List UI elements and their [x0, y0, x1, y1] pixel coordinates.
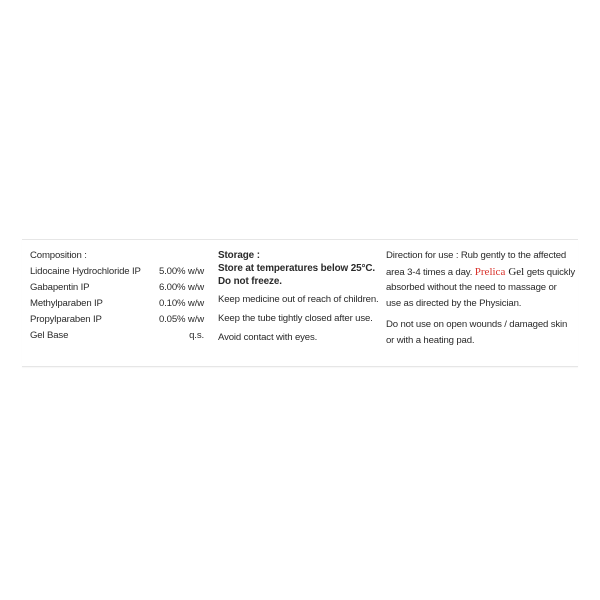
ingredient-name: Gabapentin IP [30, 282, 90, 293]
warning-line: or with a heating pad. [386, 335, 475, 346]
storage-note: Avoid contact with eyes. [218, 332, 318, 343]
direction-line-brand [386, 266, 575, 279]
warning-line: Do not use on open wounds / damaged skin [386, 319, 568, 330]
ingredient-amount: 0.10% w/w [158, 298, 204, 309]
ingredient-amount: 5.00% w/w [158, 266, 204, 277]
direction-line: Direction for use : Rub gently to the affected [386, 250, 567, 261]
ingredient-name: Lidocaine Hydrochloride IP [30, 266, 141, 277]
ingredient-amount: q.s. [189, 330, 204, 341]
ingredient-amount: 0.05% w/w [158, 314, 204, 325]
storage-note: Keep medicine out of reach of children. [218, 294, 379, 305]
storage-temperature: Store at temperatures below 25°C. [218, 263, 376, 274]
ingredient-amount: 6.00% w/w [158, 282, 204, 293]
direction-text: gets quickly [526, 267, 576, 278]
direction-text: area 3-4 times a day. [386, 267, 473, 278]
ingredient-name: Gel Base [30, 330, 69, 341]
storage-note: Keep the tube tightly closed after use. [218, 313, 373, 324]
brand-name: Prelica [474, 266, 506, 278]
composition-heading: Composition : [30, 250, 87, 261]
direction-line: use as directed by the Physician. [386, 298, 522, 309]
brand-suffix: Gel [508, 266, 525, 278]
ingredient-name: Methylparaben IP [30, 298, 103, 309]
ingredient-name: Propylparaben IP [30, 314, 102, 325]
storage-freeze: Do not freeze. [218, 276, 282, 287]
storage-heading: Storage : [218, 250, 260, 261]
direction-line: absorbed without the need to massage or [386, 282, 557, 293]
